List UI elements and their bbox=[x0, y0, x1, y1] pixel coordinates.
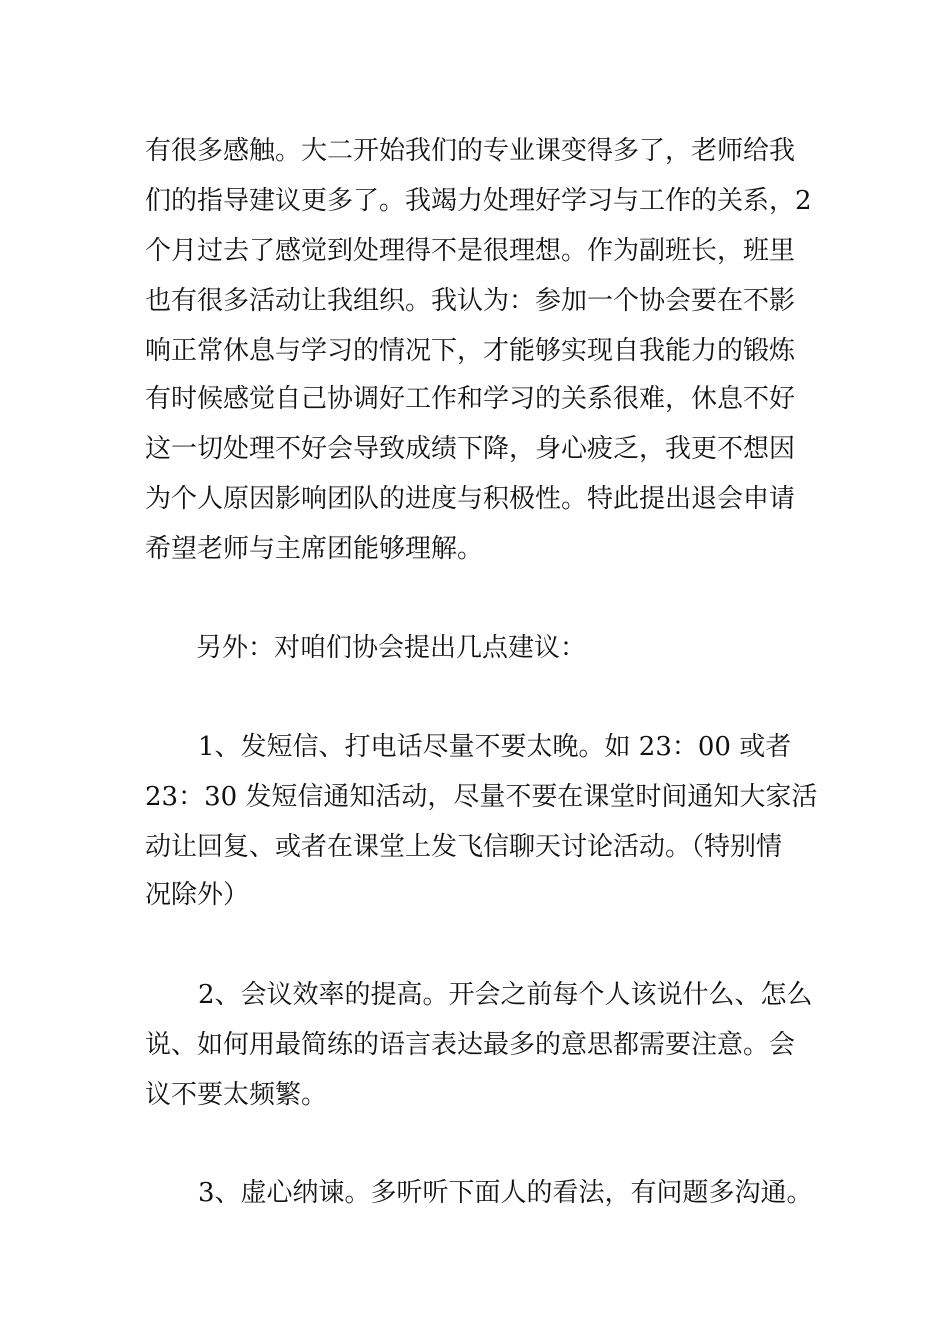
text-line: 这一切处理不好会导致成绩下降，身心疲乏，我更不想因 bbox=[145, 434, 796, 464]
text-line: 希望老师与主席团能够理解。 bbox=[145, 534, 484, 564]
text-line: 为个人原因影响团队的进度与积极性。特此提出退会申请 bbox=[145, 484, 796, 514]
text-line: 议不要太频繁。 bbox=[145, 1080, 328, 1110]
text-line: 响正常休息与学习的情况下，才能够实现自我能力的锻炼 bbox=[145, 336, 796, 366]
text-line: 况除外） bbox=[145, 880, 250, 910]
text-line: 有时候感觉自己协调好工作和学习的关系很难，休息不好 bbox=[145, 384, 796, 414]
suggestions-intro: 另外：对咱们协会提出几点建议： bbox=[196, 633, 587, 663]
text-line: 23：30 发短信通知活动，尽量不要在课堂时间通知大家活 bbox=[145, 782, 818, 812]
text-line: 们的指导建议更多了。我竭力处理好学习与工作的关系，2 bbox=[145, 186, 812, 216]
text-line: 说、如何用最简练的语言表达最多的意思都需要注意。会 bbox=[145, 1030, 796, 1060]
text-line: 1、发短信、打电话尽量不要太晚。如 23：00 或者 bbox=[198, 732, 792, 762]
text-line: 个月过去了感觉到处理得不是很理想。作为副班长，班里 bbox=[145, 236, 796, 266]
text-line: 也有很多活动让我组织。我认为：参加一个协会要在不影 bbox=[145, 286, 796, 316]
text-line: 动让回复、或者在课堂上发飞信聊天讨论活动。（特别情 bbox=[145, 832, 783, 862]
text-line: 2、会议效率的提高。开会之前每个人该说什么、怎么 bbox=[198, 980, 813, 1010]
text-line: 3、虚心纳谏。多听听下面人的看法，有问题多沟通。 bbox=[198, 1178, 813, 1208]
text-line: 有很多感触。大二开始我们的专业课变得多了，老师给我 bbox=[145, 136, 796, 166]
